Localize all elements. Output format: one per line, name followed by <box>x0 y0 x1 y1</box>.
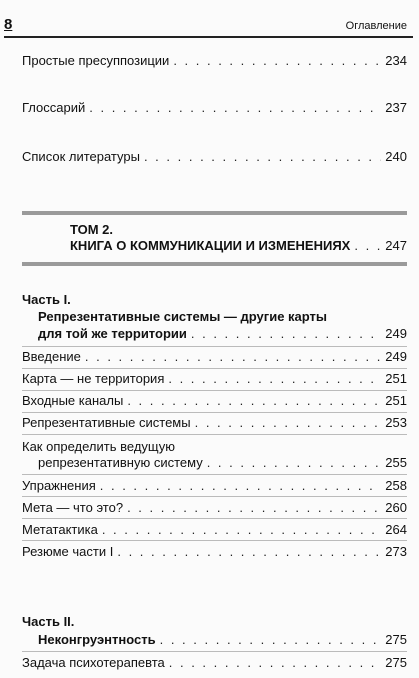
toc-entry-label-line1: Как определить ведущую <box>22 439 175 454</box>
toc-entry[interactable] <box>22 149 407 165</box>
toc-entry[interactable] <box>22 393 407 409</box>
divider <box>22 518 407 519</box>
toc-entry-label: Задача психотерапевта <box>22 655 165 670</box>
toc-entry-label: Список литературы <box>22 149 140 164</box>
toc-entry[interactable] <box>22 53 407 69</box>
toc-entry-page: 273 <box>385 544 407 559</box>
part-title-line1: Репрезентативные системы — другие карты <box>38 309 328 324</box>
leader-dots <box>100 478 382 494</box>
leader-dots <box>85 349 381 365</box>
header-rule <box>4 36 413 38</box>
divider <box>22 368 407 369</box>
toc-entry[interactable] <box>22 544 407 560</box>
divider <box>22 434 407 435</box>
divider <box>22 390 407 391</box>
toc-entry[interactable] <box>22 478 407 494</box>
toc-entry-label: Мета — что это? <box>22 500 124 515</box>
toc-entry[interactable] <box>22 655 407 671</box>
running-title: Оглавление <box>345 20 407 32</box>
leader-dots <box>207 455 382 471</box>
divider <box>22 496 407 497</box>
toc-entry-page: 275 <box>385 655 407 670</box>
toc-entry[interactable] <box>38 455 407 471</box>
leader-dots <box>168 371 381 387</box>
toc-entry-page: 264 <box>385 522 407 537</box>
toc-entry-label: Упражнения <box>22 478 96 493</box>
leader-dots <box>102 522 381 538</box>
divider <box>22 412 407 413</box>
volume-page: 247 <box>385 238 407 253</box>
part-title-line2: для той же территории <box>38 326 187 341</box>
toc-entry-label: Резюме части I <box>22 544 114 559</box>
divider <box>22 651 407 652</box>
page-header <box>0 0 419 40</box>
toc-entry-page: 234 <box>385 53 407 68</box>
leader-dots <box>127 500 381 516</box>
leader-dots <box>144 149 381 165</box>
toc-entry-label: Карта — не территория <box>22 371 165 386</box>
leader-dots <box>160 632 382 648</box>
leader-dots <box>191 326 381 342</box>
part-title-entry[interactable] <box>38 632 407 648</box>
leader-dots <box>173 53 381 69</box>
toc-entry-label: Глоссарий <box>22 100 86 115</box>
part-page: 249 <box>385 326 407 341</box>
toc-entry-page: 260 <box>385 500 407 515</box>
volume-rule-top <box>22 211 407 215</box>
toc-entry-page: 237 <box>385 100 407 115</box>
toc-entry-label: Репрезентативные системы <box>22 415 191 430</box>
toc-entry[interactable] <box>22 415 407 431</box>
toc-entry[interactable] <box>22 500 407 516</box>
leader-dots <box>89 100 381 116</box>
leader-dots <box>117 544 381 560</box>
toc-entry-page: 255 <box>385 455 407 470</box>
toc-entry-page: 258 <box>385 478 407 493</box>
toc-entry-label: Введение <box>22 349 81 364</box>
toc-entry-label: Метатактика <box>22 522 98 537</box>
toc-entry[interactable] <box>22 371 407 387</box>
part-heading: Часть I. <box>22 292 71 307</box>
divider <box>22 540 407 541</box>
volume-rule-bottom <box>22 262 407 266</box>
toc-entry-label-line2: репрезентативную систему <box>38 455 203 470</box>
toc-entry-page: 240 <box>385 149 407 164</box>
toc-entry-page: 251 <box>385 393 407 408</box>
part-page: 275 <box>385 632 407 647</box>
toc-entry-label: Входные каналы <box>22 393 124 408</box>
toc-entry[interactable] <box>22 522 407 538</box>
page-number: 8 <box>4 16 13 33</box>
toc-entry-page: 249 <box>385 349 407 364</box>
leader-dots <box>169 655 382 671</box>
toc-entry[interactable] <box>22 100 407 116</box>
leader-dots <box>127 393 381 409</box>
part-heading: Часть II. <box>22 614 75 629</box>
volume-number: ТОМ 2. <box>70 222 114 237</box>
volume-title: КНИГА О КОММУНИКАЦИИ И ИЗМЕНЕНИЯХ <box>70 238 351 253</box>
divider <box>22 474 407 475</box>
toc-entry-label: Простые пресуппозиции <box>22 53 170 68</box>
part-title: Неконгруэнтность <box>38 632 156 647</box>
divider <box>22 346 407 347</box>
toc-entry-page: 251 <box>385 371 407 386</box>
volume-title-entry[interactable] <box>70 238 407 254</box>
leader-dots <box>195 415 382 431</box>
part-title-entry[interactable] <box>38 326 407 342</box>
toc-entry-page: 253 <box>385 415 407 430</box>
toc-entry[interactable] <box>22 349 407 365</box>
leader-dots <box>354 238 381 254</box>
